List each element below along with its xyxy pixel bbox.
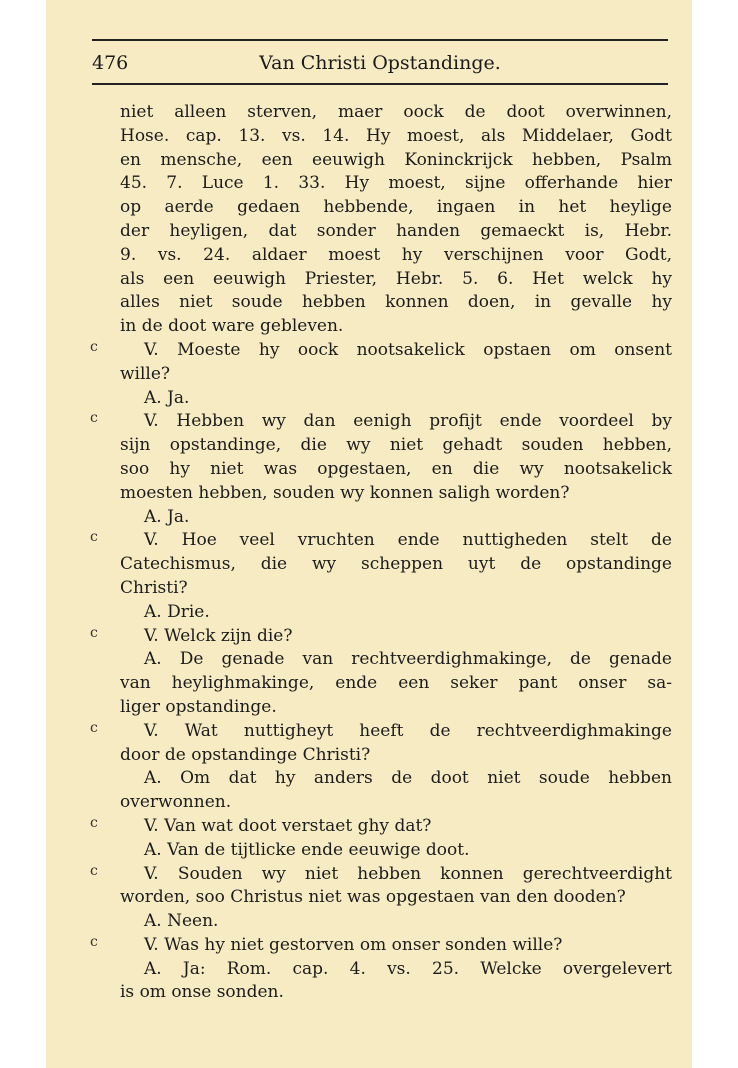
text-line: V. Souden wy niet hebben konnen gerechtveerdight <box>144 863 672 884</box>
answer-paragraph <box>120 958 672 1006</box>
margin-mark: c <box>90 862 98 879</box>
text-line: soo hy niet was opgestaen, en die wy nootsakelick <box>120 458 672 479</box>
text-paragraph <box>120 101 672 339</box>
text-line: wille? <box>120 363 171 384</box>
text-line: V. Welck zijn die? <box>144 625 293 646</box>
text-line: en mensche, een eeuwigh Koninckrijck hebben, Psalm <box>120 149 672 170</box>
text-line: V. Wat nuttigheyt heeft de rechtveerdighmakinge <box>144 720 672 741</box>
text-line: 9. vs. 24. aldaer moest hy verschijnen voor Godt, <box>120 244 672 265</box>
text-line: A. Van de tijtlicke ende eeuwige doot. <box>144 839 470 860</box>
margin-mark: c <box>90 933 98 950</box>
answer-paragraph <box>120 506 672 530</box>
text-line: sijn opstandinge, die wy niet gehadt souden hebben, <box>120 435 672 456</box>
running-header <box>92 52 668 80</box>
margin-mark: c <box>90 529 98 546</box>
answer-paragraph <box>120 839 672 863</box>
running-title: Van Christi Opstandinge. <box>259 52 501 74</box>
margin-mark: c <box>90 410 98 427</box>
text-line: der heyligen, dat sonder handen gemaeckt is, Hebr. <box>120 220 672 241</box>
text-line: Christi? <box>120 577 188 598</box>
question-paragraph <box>90 814 672 839</box>
answer-paragraph <box>120 910 672 934</box>
text-line: A. De genade van rechtveerdighmakinge, de genade <box>144 649 672 670</box>
text-line: V. Hoe veel vruchten ende nuttigheden stelt de <box>144 530 672 551</box>
text-line: V. Van wat doot verstaet ghy dat? <box>144 815 432 836</box>
text-line: alles niet soude hebben konnen doen, in gevalle hy <box>120 292 672 313</box>
page-number: 476 <box>92 52 129 74</box>
text-line: A. Neen. <box>144 911 219 932</box>
text-line: A. Ja: Rom. cap. 4. vs. 25. Welcke overgelevert <box>144 958 672 979</box>
text-line: liger opstandinge. <box>120 696 277 717</box>
answer-paragraph <box>120 601 672 625</box>
question-paragraph <box>90 933 672 958</box>
text-line: A. Om dat hy anders de doot niet soude hebben <box>144 768 672 789</box>
margin-mark: c <box>90 719 98 736</box>
margin-mark: c <box>90 814 98 831</box>
body-text <box>90 101 672 1005</box>
question-paragraph <box>90 624 672 649</box>
question-paragraph <box>90 862 672 911</box>
header-rule-top <box>92 39 668 41</box>
margin-mark: c <box>90 624 98 641</box>
text-line: worden, soo Christus niet was opgestaen van den dooden? <box>120 887 626 908</box>
text-line: niet alleen sterven, maer oock de doot overwinnen, <box>120 102 672 122</box>
answer-paragraph <box>120 767 672 815</box>
text-line: in de doot ware gebleven. <box>120 316 344 337</box>
text-line: op aerde gedaen hebbende, ingaen in het heylige <box>120 197 672 218</box>
question-paragraph <box>90 719 672 768</box>
question-paragraph <box>90 529 672 600</box>
margin-mark: c <box>90 338 98 355</box>
text-line: als een eeuwigh Priester, Hebr. 5. 6. Het welck hy <box>120 268 672 289</box>
text-line: is om onse sonden. <box>120 982 284 1003</box>
text-line: moesten hebben, souden wy konnen saligh worden? <box>120 482 570 503</box>
text-line: V. Hebben wy dan eenigh profijt ende voordeel by <box>144 411 672 432</box>
answer-paragraph <box>120 648 672 719</box>
question-paragraph <box>90 338 672 387</box>
text-line: Catechismus, die wy scheppen uyt de opstandinge <box>120 554 672 575</box>
text-line: Hose. cap. 13. vs. 14. Hy moest, als Middelaer, Godt <box>120 125 672 146</box>
question-paragraph <box>90 410 672 505</box>
text-line: V. Was hy niet gestorven om onser sonden wille? <box>144 934 563 955</box>
header-rule-bottom <box>92 83 668 85</box>
text-line: overwonnen. <box>120 792 232 813</box>
text-line: V. Moeste hy oock nootsakelick opstaen om onsent <box>144 339 672 360</box>
text-line: door de opstandinge Christi? <box>120 744 371 765</box>
text-line: A. Drie. <box>144 601 210 622</box>
text-line: A. Ja. <box>144 506 190 527</box>
text-line: 45. 7. Luce 1. 33. Hy moest, sijne offerhande hier <box>120 173 672 194</box>
text-line: van heylighmakinge, ende een seker pant onser sa- <box>120 673 672 694</box>
text-line: A. Ja. <box>144 387 190 408</box>
answer-paragraph <box>120 387 672 411</box>
